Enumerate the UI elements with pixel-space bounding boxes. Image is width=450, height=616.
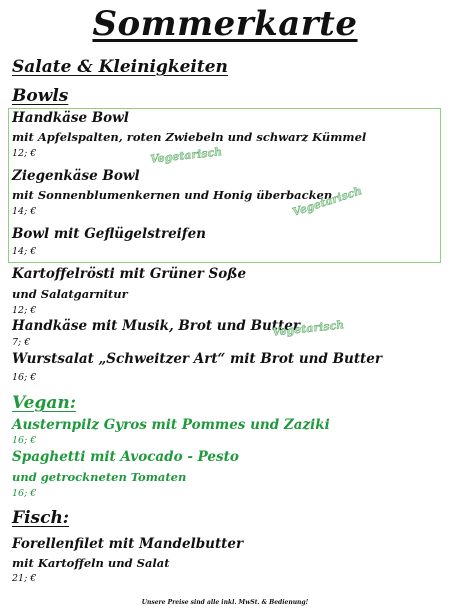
section-fisch: Fisch:	[12, 508, 70, 528]
vegetarisch-badge: Vegetarisch	[290, 184, 364, 219]
item-handkaese-musik-price: 7; €	[12, 337, 31, 348]
bowl-1-name: Handkäse Bowl	[12, 110, 129, 126]
section-salate-kleinigkeiten: Salate & Kleinigkeiten	[12, 57, 228, 77]
item-wurstsalat-price: 16; €	[12, 372, 37, 383]
fisch-forelle-desc: mit Kartoffeln und Salat	[12, 556, 170, 570]
bowl-2-desc: mit Sonnenblumenkernen und Honig überbacken	[12, 188, 333, 202]
fisch-forelle-name: Forellenfilet mit Mandelbutter	[12, 536, 244, 552]
vegetarisch-badge: Vegetarisch	[149, 145, 223, 166]
vegan-spaghetti-desc: und getrockneten Tomaten	[12, 470, 187, 484]
bowl-3-name: Bowl mit Geflügelstreifen	[12, 226, 206, 242]
item-handkaese-musik-name: Handkäse mit Musik, Brot und Butter	[12, 318, 300, 334]
section-bowls: Bowls	[12, 86, 69, 106]
vegan-gyros-name: Austernpilz Gyros mit Pommes und Zaziki	[12, 417, 330, 433]
footer-note: Unsere Preise sind alle inkl. MwSt. & Bedienung!	[141, 599, 309, 606]
bowl-2-price: 14; €	[12, 206, 37, 217]
item-kartoffelroesti-desc: und Salatgarnitur	[12, 287, 128, 301]
bowl-3-price: 14; €	[12, 246, 37, 257]
vegan-spaghetti-name: Spaghetti mit Avocado - Pesto	[12, 449, 239, 465]
item-kartoffelroesti-price: 12; €	[12, 305, 37, 316]
menu-title: Sommerkarte	[92, 4, 358, 44]
bowl-1-price: 12; €	[12, 148, 37, 159]
vegetarisch-badge: Vegetarisch	[271, 318, 345, 339]
item-kartoffelroesti-name: Kartoffelrösti mit Grüner Soße	[12, 266, 247, 282]
bowl-1-desc: mit Apfelspalten, roten Zwiebeln und schwarz Kümmel	[12, 130, 367, 144]
vegan-spaghetti-price: 16; €	[12, 488, 37, 499]
item-wurstsalat-name: Wurstsalat „Schweitzer Art“ mit Brot und Butter	[12, 351, 382, 367]
vegan-gyros-price: 16; €	[12, 435, 37, 446]
bowl-2-name: Ziegenkäse Bowl	[12, 168, 140, 184]
section-vegan: Vegan:	[12, 393, 76, 413]
fisch-forelle-price: 21; €	[12, 573, 37, 584]
